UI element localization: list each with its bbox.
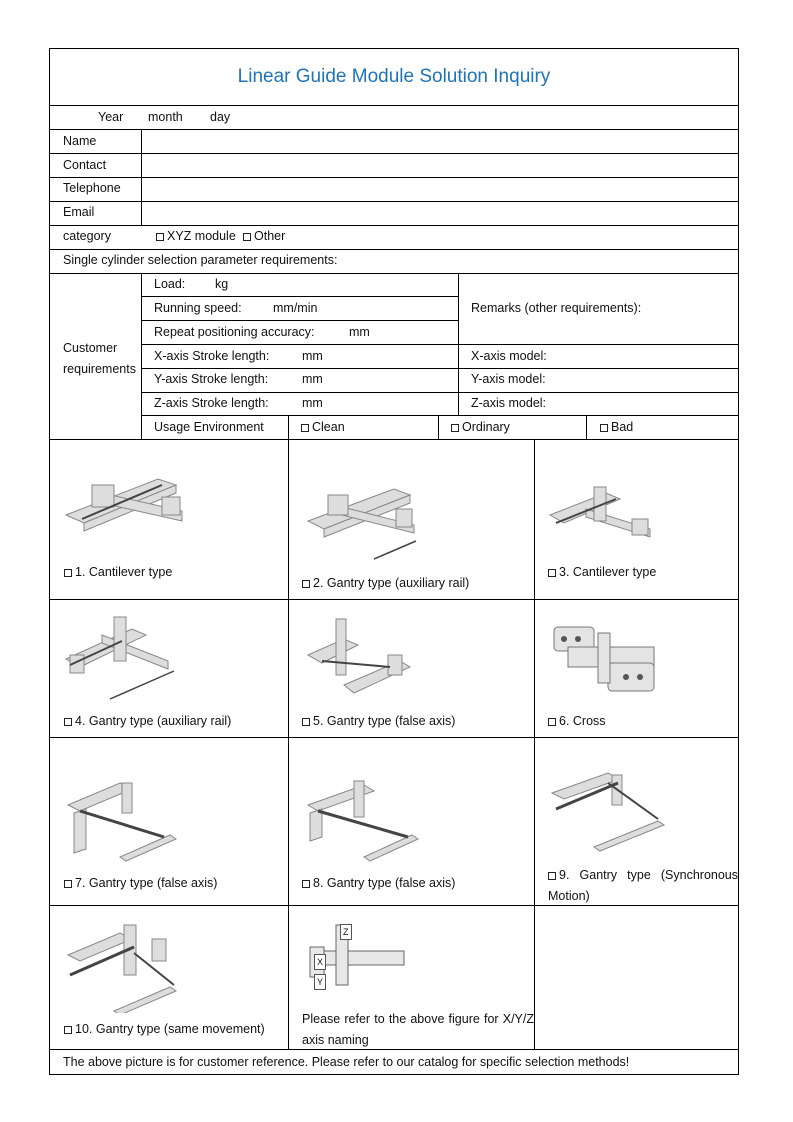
module-type-label: 3. Cantilever type xyxy=(559,565,657,579)
cross-module-image xyxy=(548,619,658,699)
module-type-label: 1. Cantilever type xyxy=(75,565,173,579)
env-option-ordinary[interactable] xyxy=(451,420,510,434)
z-stroke-label: Z-axis Stroke length: xyxy=(154,396,269,410)
gantry-false-axis-image xyxy=(304,777,424,863)
usage-environment-label: Usage Environment xyxy=(154,420,264,434)
module-type-label: 7. Gantry type (false axis) xyxy=(75,876,218,890)
x-stroke-label: X-axis Stroke length: xyxy=(154,349,270,363)
y-stroke-unit: mm xyxy=(302,372,323,386)
y-model-label: Y-axis model: xyxy=(471,372,546,386)
checkbox-icon xyxy=(302,718,310,726)
gantry-auxiliary-image xyxy=(304,481,434,561)
category-option-xyz[interactable] xyxy=(156,229,236,243)
category-label: category xyxy=(63,229,111,243)
module-type-8[interactable] xyxy=(302,876,455,890)
env-option-bad[interactable] xyxy=(600,420,633,434)
checkbox-icon xyxy=(64,718,72,726)
y-stroke-label: Y-axis Stroke length: xyxy=(154,372,269,386)
customer-requirements-label: Customer requirements xyxy=(63,341,136,376)
checkbox-icon xyxy=(548,718,556,726)
category-option-other[interactable] xyxy=(243,229,285,243)
name-field[interactable] xyxy=(142,130,738,152)
checkbox-icon xyxy=(600,424,608,432)
repeat-accuracy-unit: mm xyxy=(349,325,370,339)
repeat-accuracy-label: Repeat positioning accuracy: xyxy=(154,325,315,339)
single-cylinder-label: Single cylinder selection parameter requirements: xyxy=(63,253,338,267)
module-type-4[interactable] xyxy=(64,714,231,728)
date-year-label: Year xyxy=(98,110,124,124)
checkbox-icon xyxy=(243,233,251,241)
z-stroke-unit: mm xyxy=(302,396,323,410)
gantry-false-axis-image xyxy=(304,615,414,701)
running-speed-label: Running speed: xyxy=(154,301,242,315)
module-type-9[interactable] xyxy=(548,865,738,907)
date-day-label: day xyxy=(210,110,231,124)
axis-y-label: Y xyxy=(314,974,326,990)
checkbox-icon xyxy=(301,424,309,432)
module-type-label: 2. Gantry type (auxiliary rail) xyxy=(313,576,470,590)
form-title: Linear Guide Module Solution Inquiry xyxy=(237,66,551,87)
contact-label: Contact xyxy=(63,158,107,172)
cantilever-module-image xyxy=(546,483,656,547)
module-type-2[interactable] xyxy=(302,576,469,590)
env-option-clean[interactable] xyxy=(301,420,345,434)
checkbox-icon xyxy=(64,1026,72,1034)
checkbox-icon xyxy=(64,880,72,888)
checkbox-icon xyxy=(548,872,556,880)
module-type-10[interactable] xyxy=(64,1022,265,1036)
load-label: Load: xyxy=(154,277,186,291)
running-speed-unit: mm/min xyxy=(273,301,318,315)
checkbox-icon xyxy=(451,424,459,432)
z-model-label: Z-axis model: xyxy=(471,396,547,410)
gantry-synchronous-image xyxy=(548,769,668,853)
module-type-7[interactable] xyxy=(64,876,217,890)
load-unit: kg xyxy=(215,277,229,291)
checkbox-icon xyxy=(302,580,310,588)
email-label: Email xyxy=(63,205,95,219)
x-stroke-unit: mm xyxy=(302,349,323,363)
inquiry-form xyxy=(49,48,739,1075)
module-type-label: 10. Gantry type (same movement) xyxy=(75,1022,265,1036)
axis-z-label: Z xyxy=(340,924,352,940)
env-option-label: Bad xyxy=(611,420,634,434)
checkbox-icon xyxy=(302,880,310,888)
footer-note: The above picture is for customer reference. Please refer to our catalog for specific selection methods! xyxy=(63,1055,630,1069)
gantry-auxiliary-image xyxy=(62,615,182,701)
checkbox-icon xyxy=(548,569,556,577)
remarks-label: Remarks (other requirements): xyxy=(471,301,642,315)
env-option-label: Ordinary xyxy=(462,420,510,434)
env-option-label: Clean xyxy=(312,420,345,434)
module-type-label: 8. Gantry type (false axis) xyxy=(313,876,456,890)
module-type-3[interactable] xyxy=(548,565,656,579)
module-type-label: 9. Gantry type (Synchronous Motion) xyxy=(548,868,738,903)
checkbox-icon xyxy=(64,569,72,577)
x-model-label: X-axis model: xyxy=(471,349,547,363)
category-option-label: Other xyxy=(254,229,286,243)
email-field[interactable] xyxy=(142,202,738,224)
module-type-1[interactable] xyxy=(64,565,172,579)
telephone-field[interactable] xyxy=(142,178,738,200)
cantilever-module-image xyxy=(62,471,192,541)
axis-naming-note: Please refer to the above figure for X/Y/Z axis naming xyxy=(302,1012,534,1047)
gantry-false-axis-image xyxy=(64,777,180,863)
module-type-5[interactable] xyxy=(302,714,455,728)
module-type-label: 4. Gantry type (auxiliary rail) xyxy=(75,714,232,728)
telephone-label: Telephone xyxy=(63,181,121,195)
module-type-label: 6. Cross xyxy=(559,714,606,728)
gantry-same-movement-image xyxy=(64,923,184,1013)
axis-x-label: X xyxy=(314,954,326,970)
checkbox-icon xyxy=(156,233,164,241)
category-option-label: XYZ module xyxy=(167,229,236,243)
date-month-label: month xyxy=(148,110,183,124)
contact-field[interactable] xyxy=(142,154,738,176)
module-type-6[interactable] xyxy=(548,714,606,728)
name-label: Name xyxy=(63,134,97,148)
module-type-label: 5. Gantry type (false axis) xyxy=(313,714,456,728)
